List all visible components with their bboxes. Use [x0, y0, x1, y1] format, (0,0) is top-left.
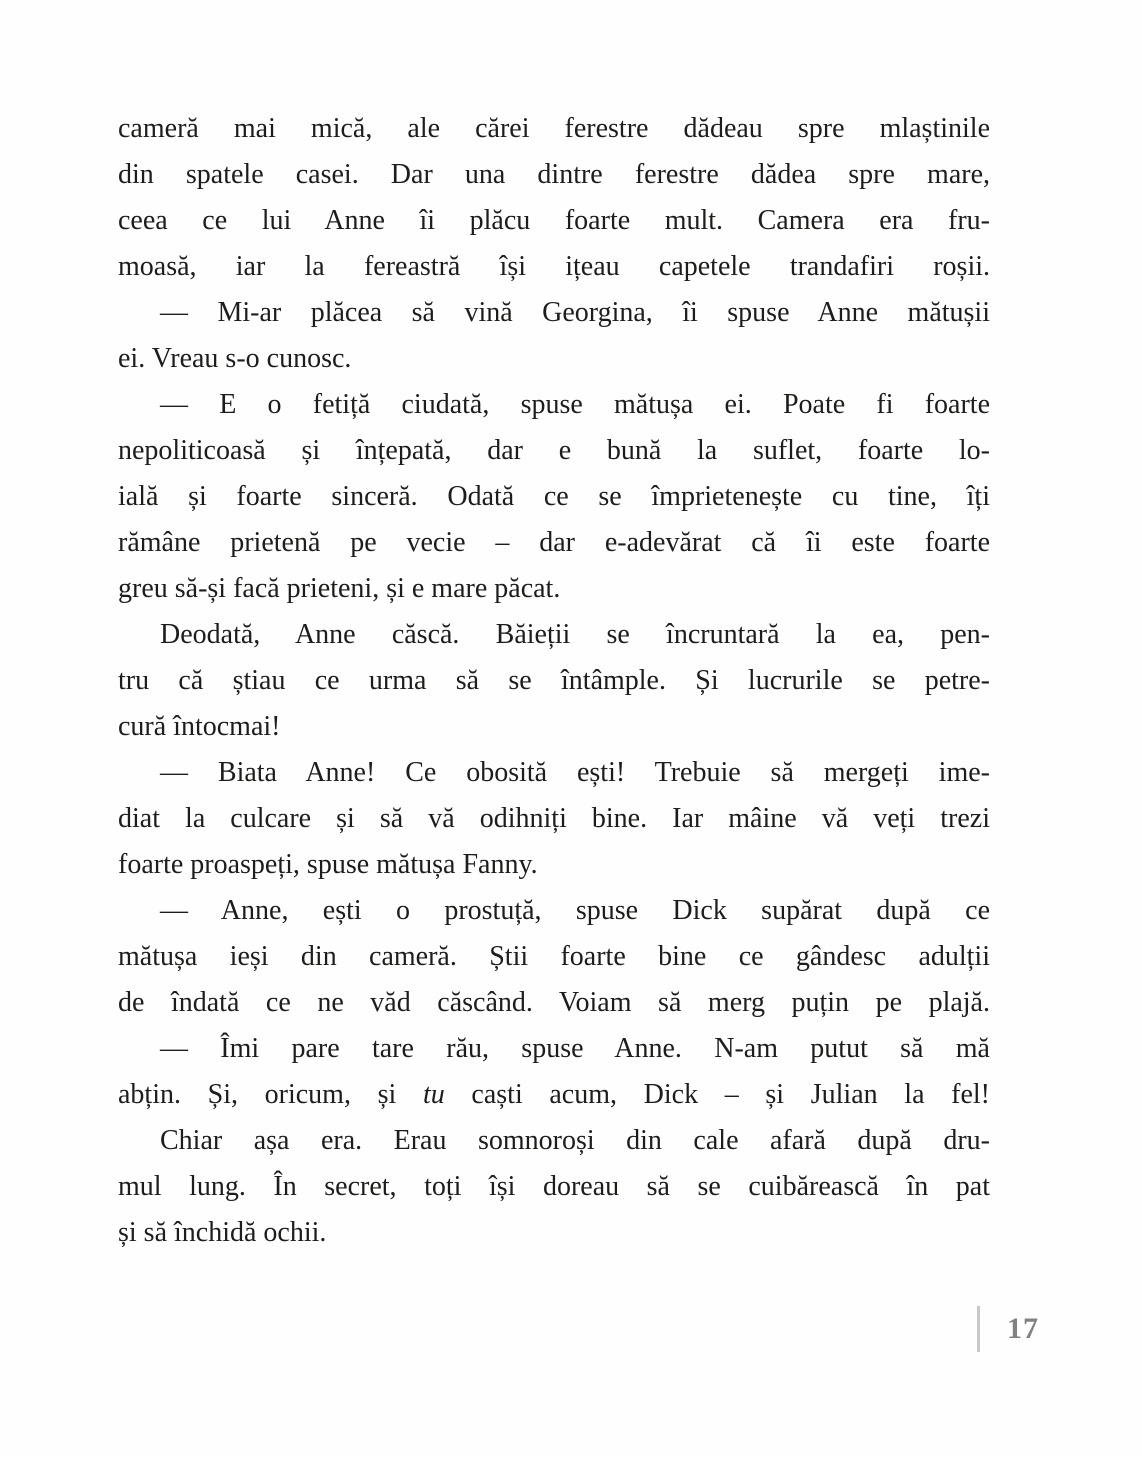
text-line: Chiar așa era. Erau somnoroși din cale afară după dru-: [160, 1125, 990, 1156]
text-line: și să închidă ochii.: [118, 1217, 327, 1248]
paragraph: [118, 888, 990, 1026]
page-number: 17: [1007, 1312, 1039, 1345]
text-run: abțin. Și, oricum, și: [118, 1079, 423, 1110]
text-line: cură întocmai!: [118, 711, 281, 742]
text-line: Deodată, Anne căscă. Băieții se încruntară la ea, pen-: [160, 619, 990, 650]
text-line: — Îmi pare tare rău, spuse Anne. N-am putut să mă: [160, 1033, 990, 1064]
text-line: — Biata Anne! Ce obosită ești! Trebuie să mergeți ime-: [160, 757, 990, 788]
text-line: de îndată ce ne văd căscând. Voiam să merg puțin pe plajă.: [118, 987, 990, 1018]
paragraph: [118, 106, 990, 290]
text-line: din spatele casei. Dar una dintre ferestre dădea spre mare,: [118, 159, 990, 190]
text-line: tru că știau ce urma să se întâmple. Și lucrurile se petre-: [118, 665, 990, 696]
paragraph: [118, 1026, 990, 1118]
text-line: rămâne prietenă pe vecie – dar e-adevărat că îi este foarte: [118, 527, 990, 558]
text-line: — Anne, ești o prostuță, spuse Dick supărat după ce: [160, 895, 990, 926]
text-line: moasă, iar la fereastră își ițeau capetele trandafiri roșii.: [118, 251, 990, 282]
text-line: mătușa ieși din cameră. Știi foarte bine ce gândesc adulții: [118, 941, 990, 972]
text-line: ei. Vreau s-o cunosc.: [118, 343, 352, 374]
paragraph: [118, 290, 990, 382]
paragraph: [118, 382, 990, 612]
text-line: mul lung. În secret, toți își doreau să se cuibărească în pat: [118, 1171, 990, 1202]
italic-text-run: tu: [422, 1079, 445, 1110]
paragraph: [118, 1118, 990, 1256]
text-line: greu să-și facă prieteni, și e mare păcat.: [118, 573, 561, 604]
text-line: [118, 1072, 990, 1118]
text-line: diat la culcare și să vă odihniți bine. Iar mâine vă veți trezi: [118, 803, 990, 834]
paragraph: [118, 750, 990, 888]
page-footer: [977, 1306, 1039, 1352]
text-line: cameră mai mică, ale cărei ferestre dădeau spre mlaștinile: [118, 113, 990, 144]
paragraph: [118, 612, 990, 750]
text-line: ceea ce lui Anne îi plăcu foarte mult. Camera era fru-: [118, 205, 990, 236]
folio-rule: [977, 1306, 980, 1352]
text-block: [118, 106, 990, 1256]
text-line: — Mi-ar plăcea să vină Georgina, îi spuse Anne mătușii: [160, 297, 990, 328]
text-line: nepoliticoasă și înțepată, dar e bună la suflet, foarte lo-: [118, 435, 990, 466]
text-run: caști acum, Dick – și Julian la fel!: [444, 1079, 991, 1110]
text-line: — E o fetiță ciudată, spuse mătușa ei. Poate fi foarte: [160, 389, 990, 420]
text-line: ială și foarte sinceră. Odată ce se împrietenește cu tine, îți: [118, 481, 990, 512]
text-line: foarte proaspeți, spuse mătușa Fanny.: [118, 849, 538, 880]
